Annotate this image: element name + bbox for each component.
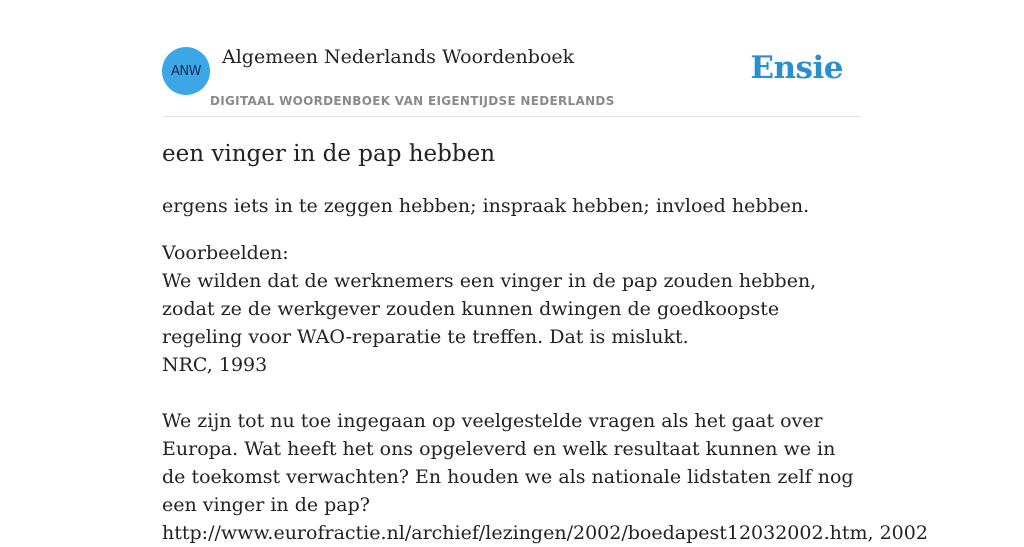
example-text: We wilden dat de werknemers een vinger in de pap zouden hebben, zodat ze de werkgever zouden kunnen dwingen de goedkoopste regeling voor WAO-reparatie te treffen. Dat is mislukt. <box>162 270 817 348</box>
examples-label: Voorbeelden: <box>162 242 289 264</box>
example-item <box>162 407 928 547</box>
entry-content <box>162 138 928 547</box>
entry-term: een vinger in de pap hebben <box>162 141 496 167</box>
example-text: We zijn tot nu toe ingegaan op veelgestelde vragen als het gaat over Europa. Wat heeft het ons opgeleverd en welk resultaat kunnen we in de toekomst verwachten? En houden we als nationale lidstaten zelf nog een vinger in de pap? <box>162 410 854 516</box>
site-header <box>162 0 862 117</box>
ensie-logo[interactable]: Ensie <box>750 50 843 86</box>
entry-definition: ergens iets in te zeggen hebben; inspraak hebben; invloed hebben. <box>162 195 810 217</box>
example-item <box>162 267 864 379</box>
example-source-link[interactable]: http://www.eurofractie.nl/archief/lezingen/2002/boedapest12032002.htm, 2002 <box>162 522 928 544</box>
site-title[interactable]: Algemeen Nederlands Woordenboek <box>222 46 575 68</box>
example-source: NRC, 1993 <box>162 354 268 376</box>
logo-text: ANW <box>171 63 201 79</box>
examples-section <box>162 239 928 547</box>
site-subtitle: DIGITAAL WOORDENBOEK VAN EIGENTIJDSE NEDERLANDS <box>210 94 615 108</box>
anw-logo[interactable] <box>162 47 210 95</box>
